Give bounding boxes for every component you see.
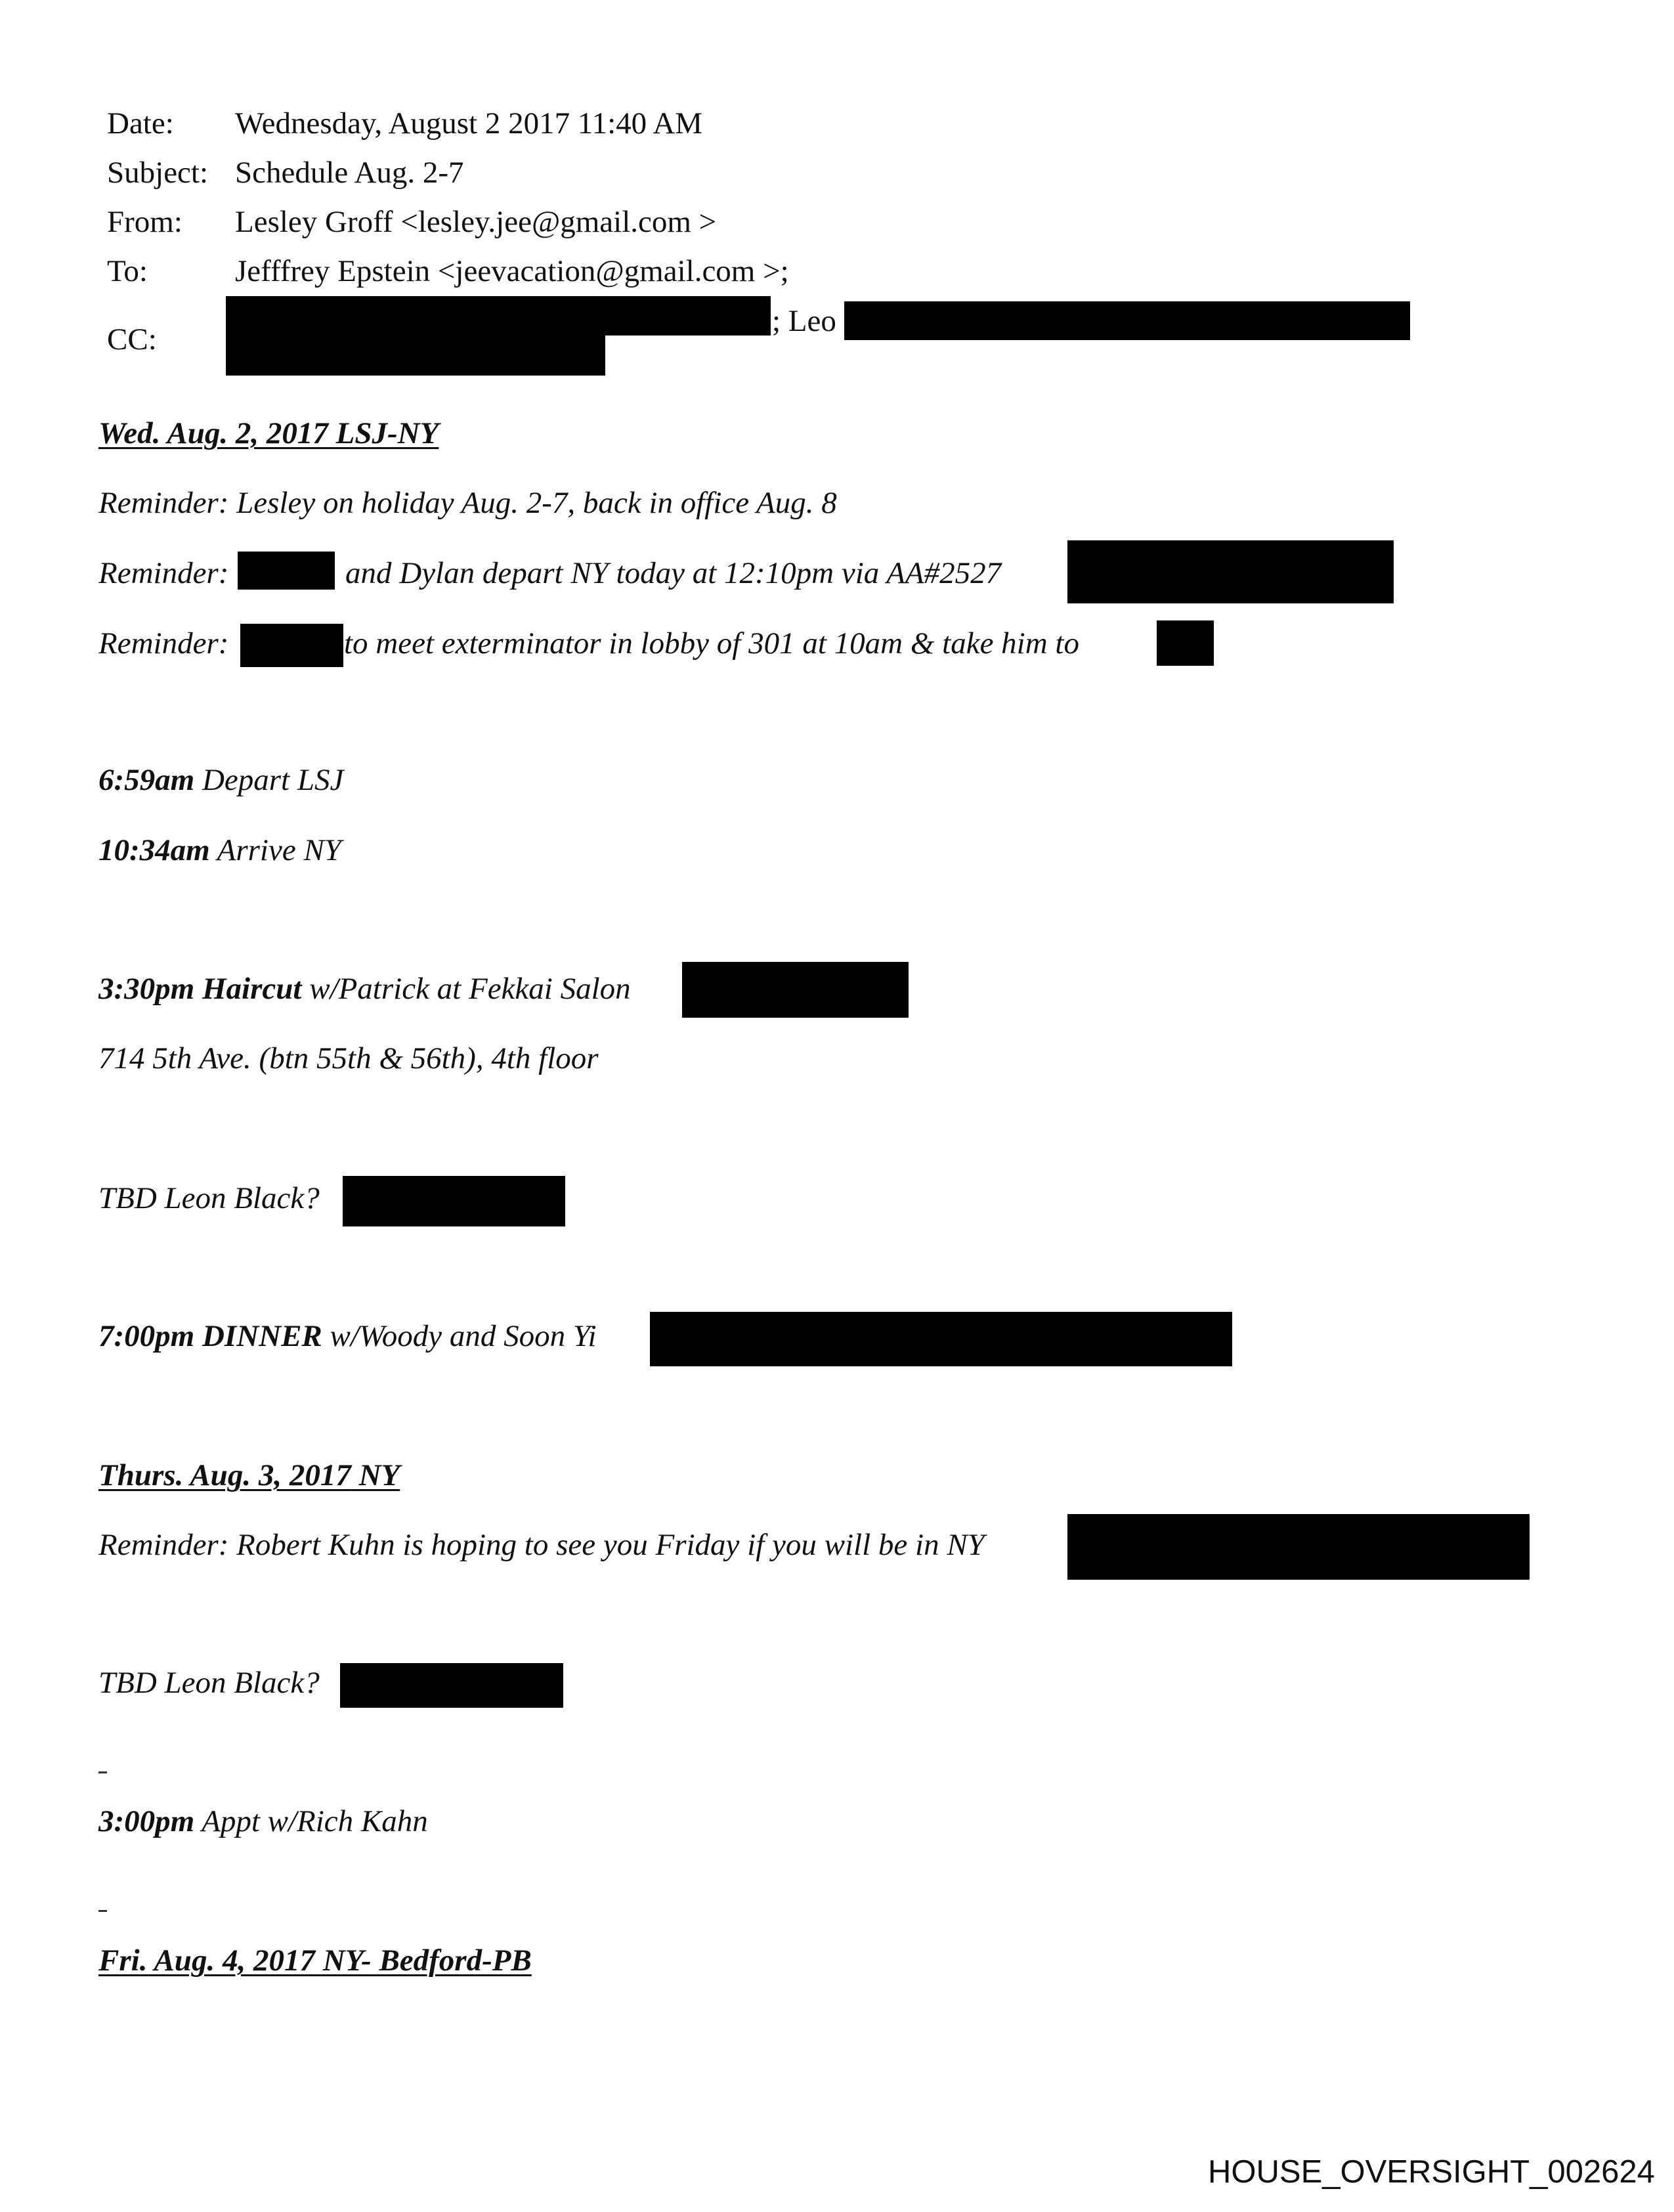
tbd-item: TBD Leon Black? bbox=[98, 1181, 320, 1215]
redaction-block bbox=[682, 962, 909, 1018]
reminder-departure-prefix: Reminder: bbox=[98, 556, 229, 590]
day-heading: Thurs. Aug. 3, 2017 NY bbox=[98, 1458, 400, 1492]
redaction-block bbox=[650, 1312, 1232, 1366]
dash-separator bbox=[98, 1771, 107, 1773]
schedule-item-haircut: 3:30pm Haircut w/Patrick at Fekkai Salon bbox=[98, 972, 631, 1006]
redaction-block bbox=[226, 296, 771, 336]
haircut-address: 714 5th Ave. (btn 55th & 56th), 4th floor bbox=[98, 1041, 599, 1075]
redaction-block bbox=[844, 301, 1410, 340]
cc-label: CC: bbox=[107, 322, 157, 357]
from-label: From: bbox=[107, 205, 182, 239]
redaction-block bbox=[238, 552, 335, 590]
reminder-departure-text: and Dylan depart NY today at 12:10pm via AA#2527 bbox=[345, 556, 1002, 590]
from-value: Lesley Groff <lesley.jee@gmail.com > bbox=[235, 205, 717, 239]
day-heading: Fri. Aug. 4, 2017 NY- Bedford-PB bbox=[98, 1943, 532, 1978]
cc-value: ; Leo bbox=[772, 304, 836, 338]
redaction-block bbox=[1067, 1514, 1530, 1580]
reminder-holiday: Reminder: Lesley on holiday Aug. 2-7, back in office Aug. 8 bbox=[98, 486, 837, 520]
reminder-kuhn: Reminder: Robert Kuhn is hoping to see you Friday if you will be in NY bbox=[98, 1528, 985, 1562]
redaction-block bbox=[340, 1663, 563, 1708]
redaction-block bbox=[240, 624, 343, 667]
reminder-exterminator-text: to meet exterminator in lobby of 301 at 10am & take him to bbox=[344, 626, 1079, 661]
dash-separator bbox=[98, 1910, 107, 1912]
reminder-exterminator-prefix: Reminder: bbox=[98, 626, 229, 661]
redaction-block bbox=[226, 332, 605, 376]
subject-label: Subject: bbox=[107, 156, 209, 190]
date-label: Date: bbox=[107, 106, 174, 141]
schedule-item-depart: 6:59am Depart LSJ bbox=[98, 763, 344, 797]
to-label: To: bbox=[107, 254, 148, 288]
schedule-item-appt: 3:00pm Appt w/Rich Kahn bbox=[98, 1804, 428, 1838]
to-value: Jefffrey Epstein <jeevacation@gmail.com >; bbox=[235, 254, 789, 288]
day-heading: Wed. Aug. 2, 2017 LSJ-NY bbox=[98, 416, 439, 450]
redaction-block bbox=[1067, 540, 1394, 603]
date-value: Wednesday, August 2 2017 11:40 AM bbox=[235, 106, 703, 141]
bates-number: HOUSE_OVERSIGHT_002624 bbox=[1208, 2154, 1655, 2190]
redaction-block bbox=[1157, 620, 1214, 666]
subject-value: Schedule Aug. 2-7 bbox=[235, 156, 464, 190]
tbd-item: TBD Leon Black? bbox=[98, 1666, 320, 1700]
redaction-block bbox=[343, 1176, 565, 1226]
schedule-item-arrive: 10:34am Arrive NY bbox=[98, 833, 341, 867]
schedule-item-dinner: 7:00pm DINNER w/Woody and Soon Yi bbox=[98, 1319, 597, 1353]
